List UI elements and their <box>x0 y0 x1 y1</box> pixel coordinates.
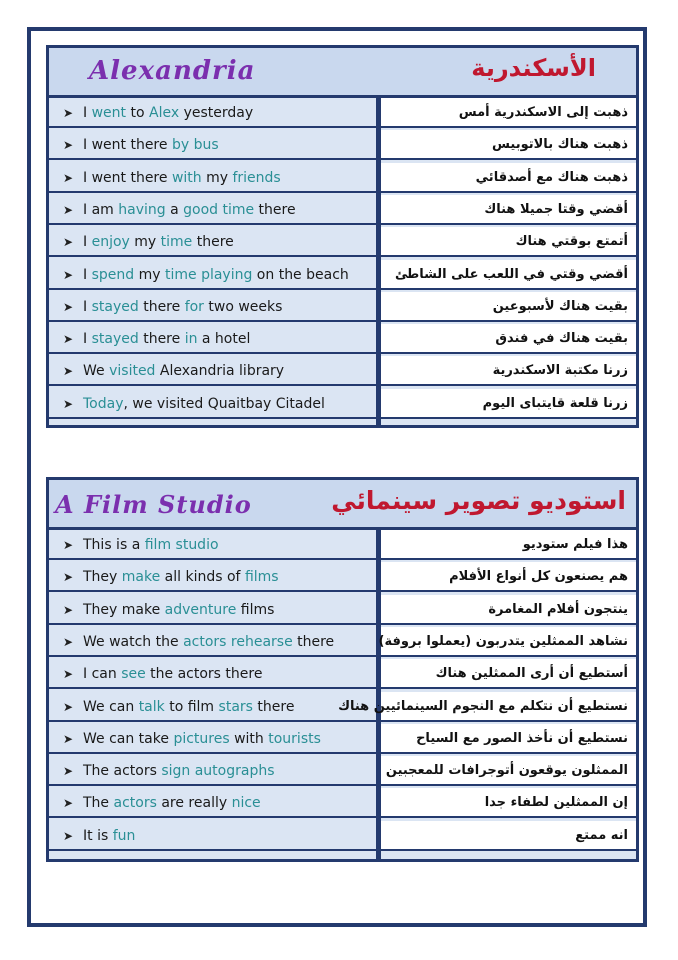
highlighted-word: in <box>184 331 198 348</box>
phrase-text: I went there <box>83 169 172 186</box>
phrase-text: my <box>134 266 165 283</box>
phrase-text: I can <box>83 666 122 683</box>
phrase-english <box>49 292 376 322</box>
highlighted-word: actors rehearse <box>183 633 293 650</box>
phrase-english <box>49 356 376 386</box>
phrase-arabic: الممثلون يوقعون أتوجرافات للمعجبين <box>381 756 636 786</box>
phrase-arabic: زرنا مكتبة الاسكندرية <box>381 356 636 386</box>
phrase-text: The actors <box>83 763 162 780</box>
section-title-en: A Film Studio <box>55 490 252 519</box>
table-row <box>49 356 636 388</box>
highlighted-word: enjoy <box>91 234 130 251</box>
highlighted-word: spend <box>91 266 135 283</box>
phrase-arabic: هم يصنعون كل أنواع الأفلام <box>381 562 636 592</box>
phrase-text: The <box>83 795 114 812</box>
highlighted-word: sign autographs <box>161 763 275 780</box>
phrase-text: We watch the <box>83 633 184 650</box>
section-header <box>49 48 636 98</box>
arrow-bullet-icon: ➤ <box>63 731 74 746</box>
section-film-studio <box>46 477 639 862</box>
phrase-arabic: أقضي وقتا جميلا هناك <box>381 195 636 225</box>
phrase-text: They <box>83 569 122 586</box>
phrase-english <box>49 227 376 257</box>
phrase-text: there <box>138 331 185 348</box>
phrase-text: I went there <box>83 137 172 154</box>
phrase-text: there <box>252 698 295 715</box>
arrow-bullet-icon: ➤ <box>63 764 74 779</box>
phrase-english <box>49 724 376 754</box>
table-row <box>49 562 636 594</box>
arrow-bullet-icon: ➤ <box>63 602 74 617</box>
table-row <box>49 595 636 627</box>
phrase-text: I <box>83 298 92 315</box>
table-row <box>49 292 636 324</box>
phrase-text: We <box>83 363 110 380</box>
phrase-arabic: إن الممثلين لطفاء جدا <box>381 788 636 818</box>
phrase-english <box>49 163 376 193</box>
arrow-bullet-icon: ➤ <box>63 796 74 811</box>
phrase-arabic: انه ممتع <box>381 821 636 851</box>
phrase-english <box>49 788 376 818</box>
phrase-english <box>49 530 376 560</box>
phrase-english <box>49 595 376 625</box>
phrase-text: We can take <box>83 730 174 747</box>
phrase-arabic: بقيت هناك في فندق <box>381 324 636 354</box>
section-title-en: Alexandria <box>89 56 256 86</box>
phrase-text: Alexandria library <box>155 363 285 380</box>
section-title-ar: الأسكندرية <box>471 54 596 82</box>
table-row <box>49 324 636 356</box>
arrow-bullet-icon: ➤ <box>63 235 74 250</box>
table-row <box>49 659 636 691</box>
phrase-english <box>49 324 376 354</box>
phrase-text: there <box>192 234 234 251</box>
phrase-text: my <box>201 169 233 186</box>
table-row <box>49 98 636 130</box>
highlighted-word: good time <box>183 201 255 218</box>
highlighted-word: nice <box>231 795 261 812</box>
highlighted-word: tourists <box>268 730 321 747</box>
table-row <box>49 627 636 659</box>
highlighted-word: adventure <box>164 601 237 618</box>
phrase-text: there <box>254 201 296 218</box>
phrase-arabic: نستطيع أن نتكلم مع النجوم السينمائيين هناك <box>381 692 636 722</box>
arrow-bullet-icon: ➤ <box>63 138 74 153</box>
phrase-text: They make <box>83 601 165 618</box>
table-row <box>49 227 636 259</box>
phrase-text: I am <box>83 201 119 218</box>
arrow-bullet-icon: ➤ <box>63 364 74 379</box>
table-row <box>49 724 636 756</box>
phrase-text: This is a <box>83 537 145 553</box>
arrow-bullet-icon: ➤ <box>63 699 74 714</box>
highlighted-word: having <box>118 201 166 218</box>
phrase-text: there <box>292 633 335 650</box>
phrase-arabic: ذهبت هناك مع أصدقائي <box>381 163 636 193</box>
table-row <box>49 821 636 853</box>
arrow-bullet-icon: ➤ <box>63 538 74 552</box>
highlighted-word: time playing <box>164 266 253 283</box>
highlighted-word: stayed <box>91 331 139 348</box>
phrase-arabic: هذا فيلم ستوديو <box>381 530 636 560</box>
phrase-text: I <box>83 266 92 283</box>
section-alexandria <box>46 45 639 428</box>
phrase-text: yesterday <box>179 105 254 121</box>
highlighted-word: Today <box>83 395 124 412</box>
phrase-english <box>49 821 376 851</box>
highlighted-word: went <box>91 105 127 121</box>
arrow-bullet-icon: ➤ <box>63 396 74 411</box>
phrase-text: to <box>126 105 149 121</box>
arrow-bullet-icon: ➤ <box>63 170 74 185</box>
highlighted-word: make <box>121 569 161 586</box>
highlighted-word: talk <box>138 698 165 715</box>
phrase-text: It is <box>83 827 113 844</box>
table-row <box>49 756 636 788</box>
phrase-arabic: ذهبت إلى الاسكندرية أمس <box>381 98 636 128</box>
highlighted-word: pictures <box>173 730 230 747</box>
section-header <box>49 480 636 530</box>
table-row <box>49 130 636 162</box>
phrase-text: my <box>129 234 161 251</box>
table-row <box>49 195 636 227</box>
arrow-bullet-icon: ➤ <box>63 267 74 282</box>
highlighted-word: time <box>160 234 193 251</box>
highlighted-word: stars <box>218 698 253 715</box>
phrase-english <box>49 756 376 786</box>
phrase-arabic: زرنا قلعة قايتباى اليوم <box>381 389 636 419</box>
phrase-english <box>49 260 376 290</box>
arrow-bullet-icon: ➤ <box>63 634 74 649</box>
arrow-bullet-icon: ➤ <box>63 570 74 585</box>
arrow-bullet-icon: ➤ <box>63 202 74 217</box>
phrase-arabic: أستطيع أن أرى الممثلين هناك <box>381 659 636 689</box>
phrase-arabic: نستطيع أن نأخذ الصور مع السياح <box>381 724 636 754</box>
phrase-text: We can <box>83 698 139 715</box>
highlighted-word: see <box>121 666 146 683</box>
page-frame <box>27 27 647 927</box>
highlighted-word: film studio <box>144 537 219 553</box>
highlighted-word: actors <box>113 795 157 812</box>
phrase-text: films <box>236 601 275 618</box>
phrase-english <box>49 562 376 592</box>
section-title-ar: استوديو تصوير سينمائي <box>331 486 626 515</box>
phrase-arabic: نشاهد الممثلين يتدربون (يعملوا بروفة) <box>381 627 636 657</box>
phrase-text: , we visited Quaitbay Citadel <box>123 395 325 412</box>
phrase-english <box>49 130 376 160</box>
phrase-text: are really <box>156 795 232 812</box>
phrase-text: with <box>229 730 269 747</box>
phrase-text: I <box>83 331 92 348</box>
arrow-bullet-icon: ➤ <box>63 299 74 314</box>
phrase-text: there <box>138 298 185 315</box>
arrow-bullet-icon: ➤ <box>63 332 74 347</box>
phrase-english <box>49 389 376 419</box>
phrase-list <box>49 530 636 859</box>
phrase-arabic: أقضي وقتي في اللعب على الشاطئ <box>381 260 636 290</box>
phrase-arabic: أتمتع بوقتي هناك <box>381 227 636 257</box>
table-row <box>49 260 636 292</box>
highlighted-word: films <box>244 569 279 586</box>
table-row <box>49 163 636 195</box>
table-row <box>49 530 636 562</box>
arrow-bullet-icon: ➤ <box>63 667 74 682</box>
table-row <box>49 389 636 421</box>
highlighted-word: stayed <box>91 298 139 315</box>
phrase-text: on the beach <box>252 266 349 283</box>
highlighted-word: by bus <box>171 137 219 154</box>
phrase-text: a <box>165 201 184 218</box>
arrow-bullet-icon: ➤ <box>63 828 74 843</box>
phrase-text: the actors there <box>145 666 263 683</box>
phrase-english <box>49 627 376 657</box>
phrase-text: two weeks <box>203 298 283 315</box>
table-row <box>49 692 636 724</box>
phrase-arabic: ذهبت هناك بالاتوبيس <box>381 130 636 160</box>
phrase-text: all kinds of <box>160 569 245 586</box>
phrase-text: I <box>83 234 92 251</box>
phrase-list <box>49 98 636 425</box>
highlighted-word: friends <box>232 169 281 186</box>
highlighted-word: with <box>171 169 202 186</box>
phrase-text: I <box>83 105 92 121</box>
phrase-arabic: ينتجون أفلام المغامرة <box>381 595 636 625</box>
highlighted-word: visited <box>109 363 156 380</box>
highlighted-word: fun <box>112 827 136 844</box>
phrase-english <box>49 98 376 128</box>
phrase-english <box>49 195 376 225</box>
phrase-english <box>49 692 376 722</box>
phrase-arabic: بقيت هناك لأسبوعين <box>381 292 636 322</box>
highlighted-word: Alex <box>149 105 180 121</box>
phrase-english <box>49 659 376 689</box>
phrase-text: a hotel <box>197 331 251 348</box>
table-row <box>49 788 636 820</box>
phrase-text: to film <box>164 698 219 715</box>
arrow-bullet-icon: ➤ <box>63 106 74 120</box>
highlighted-word: for <box>184 298 204 315</box>
